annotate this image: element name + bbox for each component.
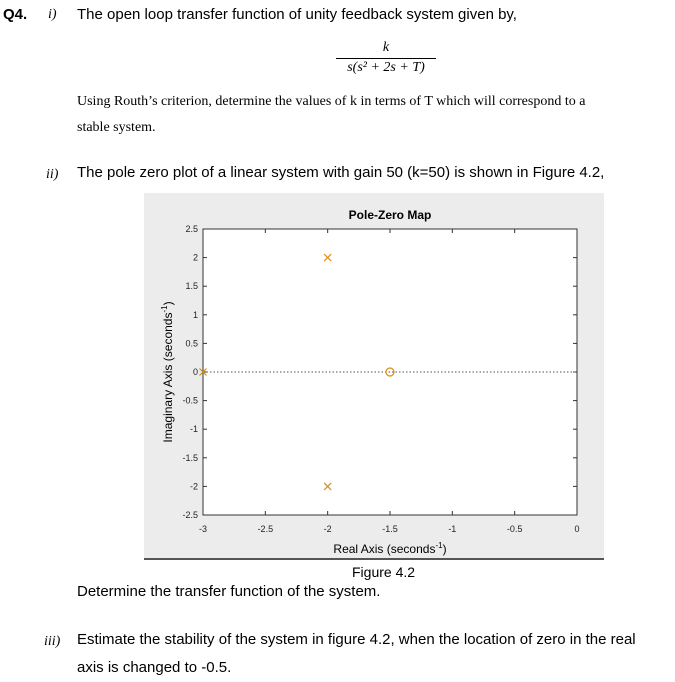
y-tick-label: 2.5 xyxy=(185,224,198,234)
part-iii-line2: axis is changed to -0.5. xyxy=(77,659,232,676)
y-tick-label: 1 xyxy=(192,309,198,320)
y-tick-label: -1.5 xyxy=(182,452,198,463)
tf-numerator: k xyxy=(382,40,390,55)
part-ii-after-text: Determine the transfer function of the system. xyxy=(77,583,381,600)
part-i-text-line2: stable system. xyxy=(77,120,156,135)
y-tick-label: -0.5 xyxy=(182,395,198,406)
x-tick-label: -3 xyxy=(198,524,208,534)
y-tick-label: -2.5 xyxy=(182,510,198,520)
part-iii-line1: Estimate the stability of the system in figure 4.2, when the location of zero in the real xyxy=(77,631,636,648)
x-tick-label: 0 xyxy=(574,524,580,534)
y-tick-label: -2 xyxy=(189,481,198,492)
x-tick-label: -2.5 xyxy=(257,524,274,534)
x-axis-label: Real Axis (seconds$^{-1}$) xyxy=(333,541,447,556)
y-tick-label: 2 xyxy=(192,252,198,263)
x-tick-label: -2 xyxy=(323,524,332,534)
y-axis-label: Imaginary Axis (seconds$^{-1}$) xyxy=(160,301,175,443)
question-number: Q4. xyxy=(3,6,28,23)
x-tick-label: -0.5 xyxy=(506,524,523,534)
y-tick-label: 0.5 xyxy=(185,338,198,349)
part-iii-label: iii) xyxy=(44,634,61,649)
y-tick-label: 0 xyxy=(192,367,198,377)
tf-denominator: s(s² + 2s + T) xyxy=(347,60,425,75)
x-tick-label: -1.5 xyxy=(382,524,398,534)
x-tick-label: -1 xyxy=(448,524,457,534)
part-i-text-line1: Using Routh’s criterion, determine the values of k in terms of T which will correspond to a xyxy=(77,94,586,109)
part-i-label: i) xyxy=(48,7,57,22)
part-ii-label: ii) xyxy=(46,167,59,182)
part-i-text: The open loop transfer function of unity feedback system given by, xyxy=(77,6,517,23)
y-tick-label: 1.5 xyxy=(185,281,198,292)
figure-caption: Figure 4.2 xyxy=(352,564,416,580)
part-ii-text: The pole zero plot of a linear system with gain 50 (k=50) is shown in Figure 4.2, xyxy=(77,164,605,181)
chart-title: Pole-Zero Map xyxy=(348,208,432,222)
y-tick-label: -1 xyxy=(189,424,198,435)
